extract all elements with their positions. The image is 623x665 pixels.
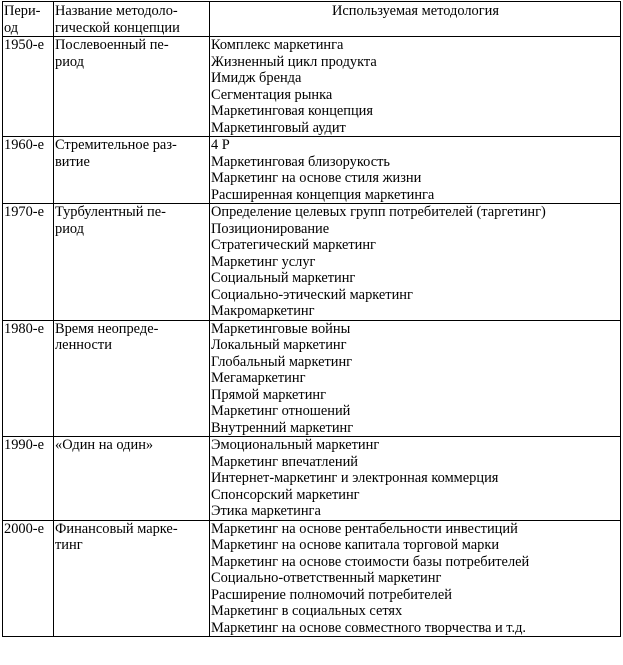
methods-cell bbox=[210, 37, 621, 137]
method-item: Маркетинговый аудит bbox=[211, 119, 346, 136]
period-cell: 1990-е bbox=[3, 437, 54, 521]
method-item: Локальный маркетинг bbox=[211, 337, 347, 353]
method-item: Расширение полномочий потребителей bbox=[211, 586, 452, 603]
method-item: Маркетинг в социальных сетях bbox=[211, 603, 403, 619]
method-item: Внутренний маркетинг bbox=[211, 419, 354, 436]
period-cell: 1960-е bbox=[3, 137, 54, 204]
method-item: Маркетинговая концепция bbox=[211, 103, 374, 119]
header-concept bbox=[54, 2, 210, 37]
method-item: Жизненный цикл продукта bbox=[211, 53, 377, 70]
concept-line: «Один на один» bbox=[55, 437, 154, 453]
method-item: Маркетинг отношений bbox=[211, 403, 351, 419]
methods-cell bbox=[210, 137, 621, 204]
concept-line: риод bbox=[55, 220, 84, 237]
method-item: Эмоциональный маркетинг bbox=[211, 437, 380, 453]
header-period-line: од bbox=[4, 19, 19, 36]
methods-cell bbox=[210, 520, 621, 637]
method-item: Сегментация рынка bbox=[211, 86, 333, 103]
marketing-history-table bbox=[2, 1, 621, 637]
header-period-line: Пери- bbox=[4, 3, 41, 19]
concept-line: Послевоенный пе- bbox=[55, 37, 169, 53]
method-item: Маркетинг на основе стиля жизни bbox=[211, 170, 422, 186]
period-cell: 1950-е bbox=[3, 37, 54, 137]
concept-cell bbox=[54, 37, 210, 137]
method-item: Расширенная концепция маркетинга bbox=[211, 186, 435, 203]
concept-line: тинг bbox=[55, 537, 83, 553]
method-item: Маркетинг на основе совместного творчества и т.д. bbox=[211, 619, 526, 636]
method-item: Маркетинг впечатлений bbox=[211, 453, 358, 470]
concept-line: витие bbox=[55, 153, 90, 170]
method-item: Спонсорский маркетинг bbox=[211, 486, 360, 503]
concept-line: Время неопреде- bbox=[55, 320, 159, 337]
header-period bbox=[3, 2, 54, 37]
header-methodology: Используемая методология bbox=[210, 2, 621, 37]
header-concept-line: гической концепции bbox=[55, 19, 180, 36]
concept-cell bbox=[54, 520, 210, 637]
method-item: Этика маркетинга bbox=[211, 503, 321, 519]
method-item: Определение целевых групп потребителей (таргетинг) bbox=[211, 204, 546, 220]
method-item: Социальный маркетинг bbox=[211, 270, 356, 286]
method-item: Мегамаркетинг bbox=[211, 370, 306, 386]
concept-cell bbox=[54, 320, 210, 437]
table-row bbox=[3, 437, 621, 521]
table-row bbox=[3, 37, 621, 137]
method-item: Маркетинговая близорукость bbox=[211, 153, 390, 170]
concept-line: Финансовый марке- bbox=[55, 520, 178, 537]
method-item: Маркетинг услуг bbox=[211, 253, 316, 270]
method-item: 4 P bbox=[211, 137, 230, 153]
table-row bbox=[3, 520, 621, 637]
method-item: Макромаркетинг bbox=[211, 303, 315, 319]
table-row bbox=[3, 204, 621, 321]
concept-cell bbox=[54, 437, 210, 521]
table-row bbox=[3, 137, 621, 204]
methods-cell bbox=[210, 204, 621, 321]
method-item: Глобальный маркетинг bbox=[211, 353, 353, 370]
concept-line: Турбулентный пе- bbox=[55, 204, 166, 220]
concept-line: Стремительное раз- bbox=[55, 137, 177, 153]
period-cell: 1970-е bbox=[3, 204, 54, 321]
methods-cell bbox=[210, 320, 621, 437]
method-item: Социально-этический маркетинг bbox=[211, 286, 413, 303]
method-item: Комплекс маркетинга bbox=[211, 37, 344, 53]
header-concept-line: Название методоло- bbox=[55, 3, 178, 19]
method-item: Социально-ответственный маркетинг bbox=[211, 570, 442, 586]
method-item: Стратегический маркетинг bbox=[211, 237, 376, 253]
concept-line: ленности bbox=[55, 337, 112, 353]
method-item: Маркетинг на основе капитала торговой марки bbox=[211, 537, 500, 553]
methods-cell bbox=[210, 437, 621, 521]
method-item: Маркетинг на основе стоимости базы потребителей bbox=[211, 553, 530, 570]
period-cell: 2000-е bbox=[3, 520, 54, 637]
concept-cell bbox=[54, 137, 210, 204]
method-item: Маркетинговые войны bbox=[211, 320, 351, 337]
table-row bbox=[3, 320, 621, 437]
method-item: Интернет-маркетинг и электронная коммерция bbox=[211, 470, 499, 486]
concept-line: риод bbox=[55, 53, 84, 70]
concept-cell bbox=[54, 204, 210, 321]
period-cell: 1980-е bbox=[3, 320, 54, 437]
method-item: Маркетинг на основе рентабельности инвестиций bbox=[211, 520, 518, 537]
method-item: Прямой маркетинг bbox=[211, 386, 327, 403]
method-item: Имидж бренда bbox=[211, 70, 302, 86]
method-item: Позиционирование bbox=[211, 220, 330, 237]
table-header-row bbox=[3, 2, 621, 37]
